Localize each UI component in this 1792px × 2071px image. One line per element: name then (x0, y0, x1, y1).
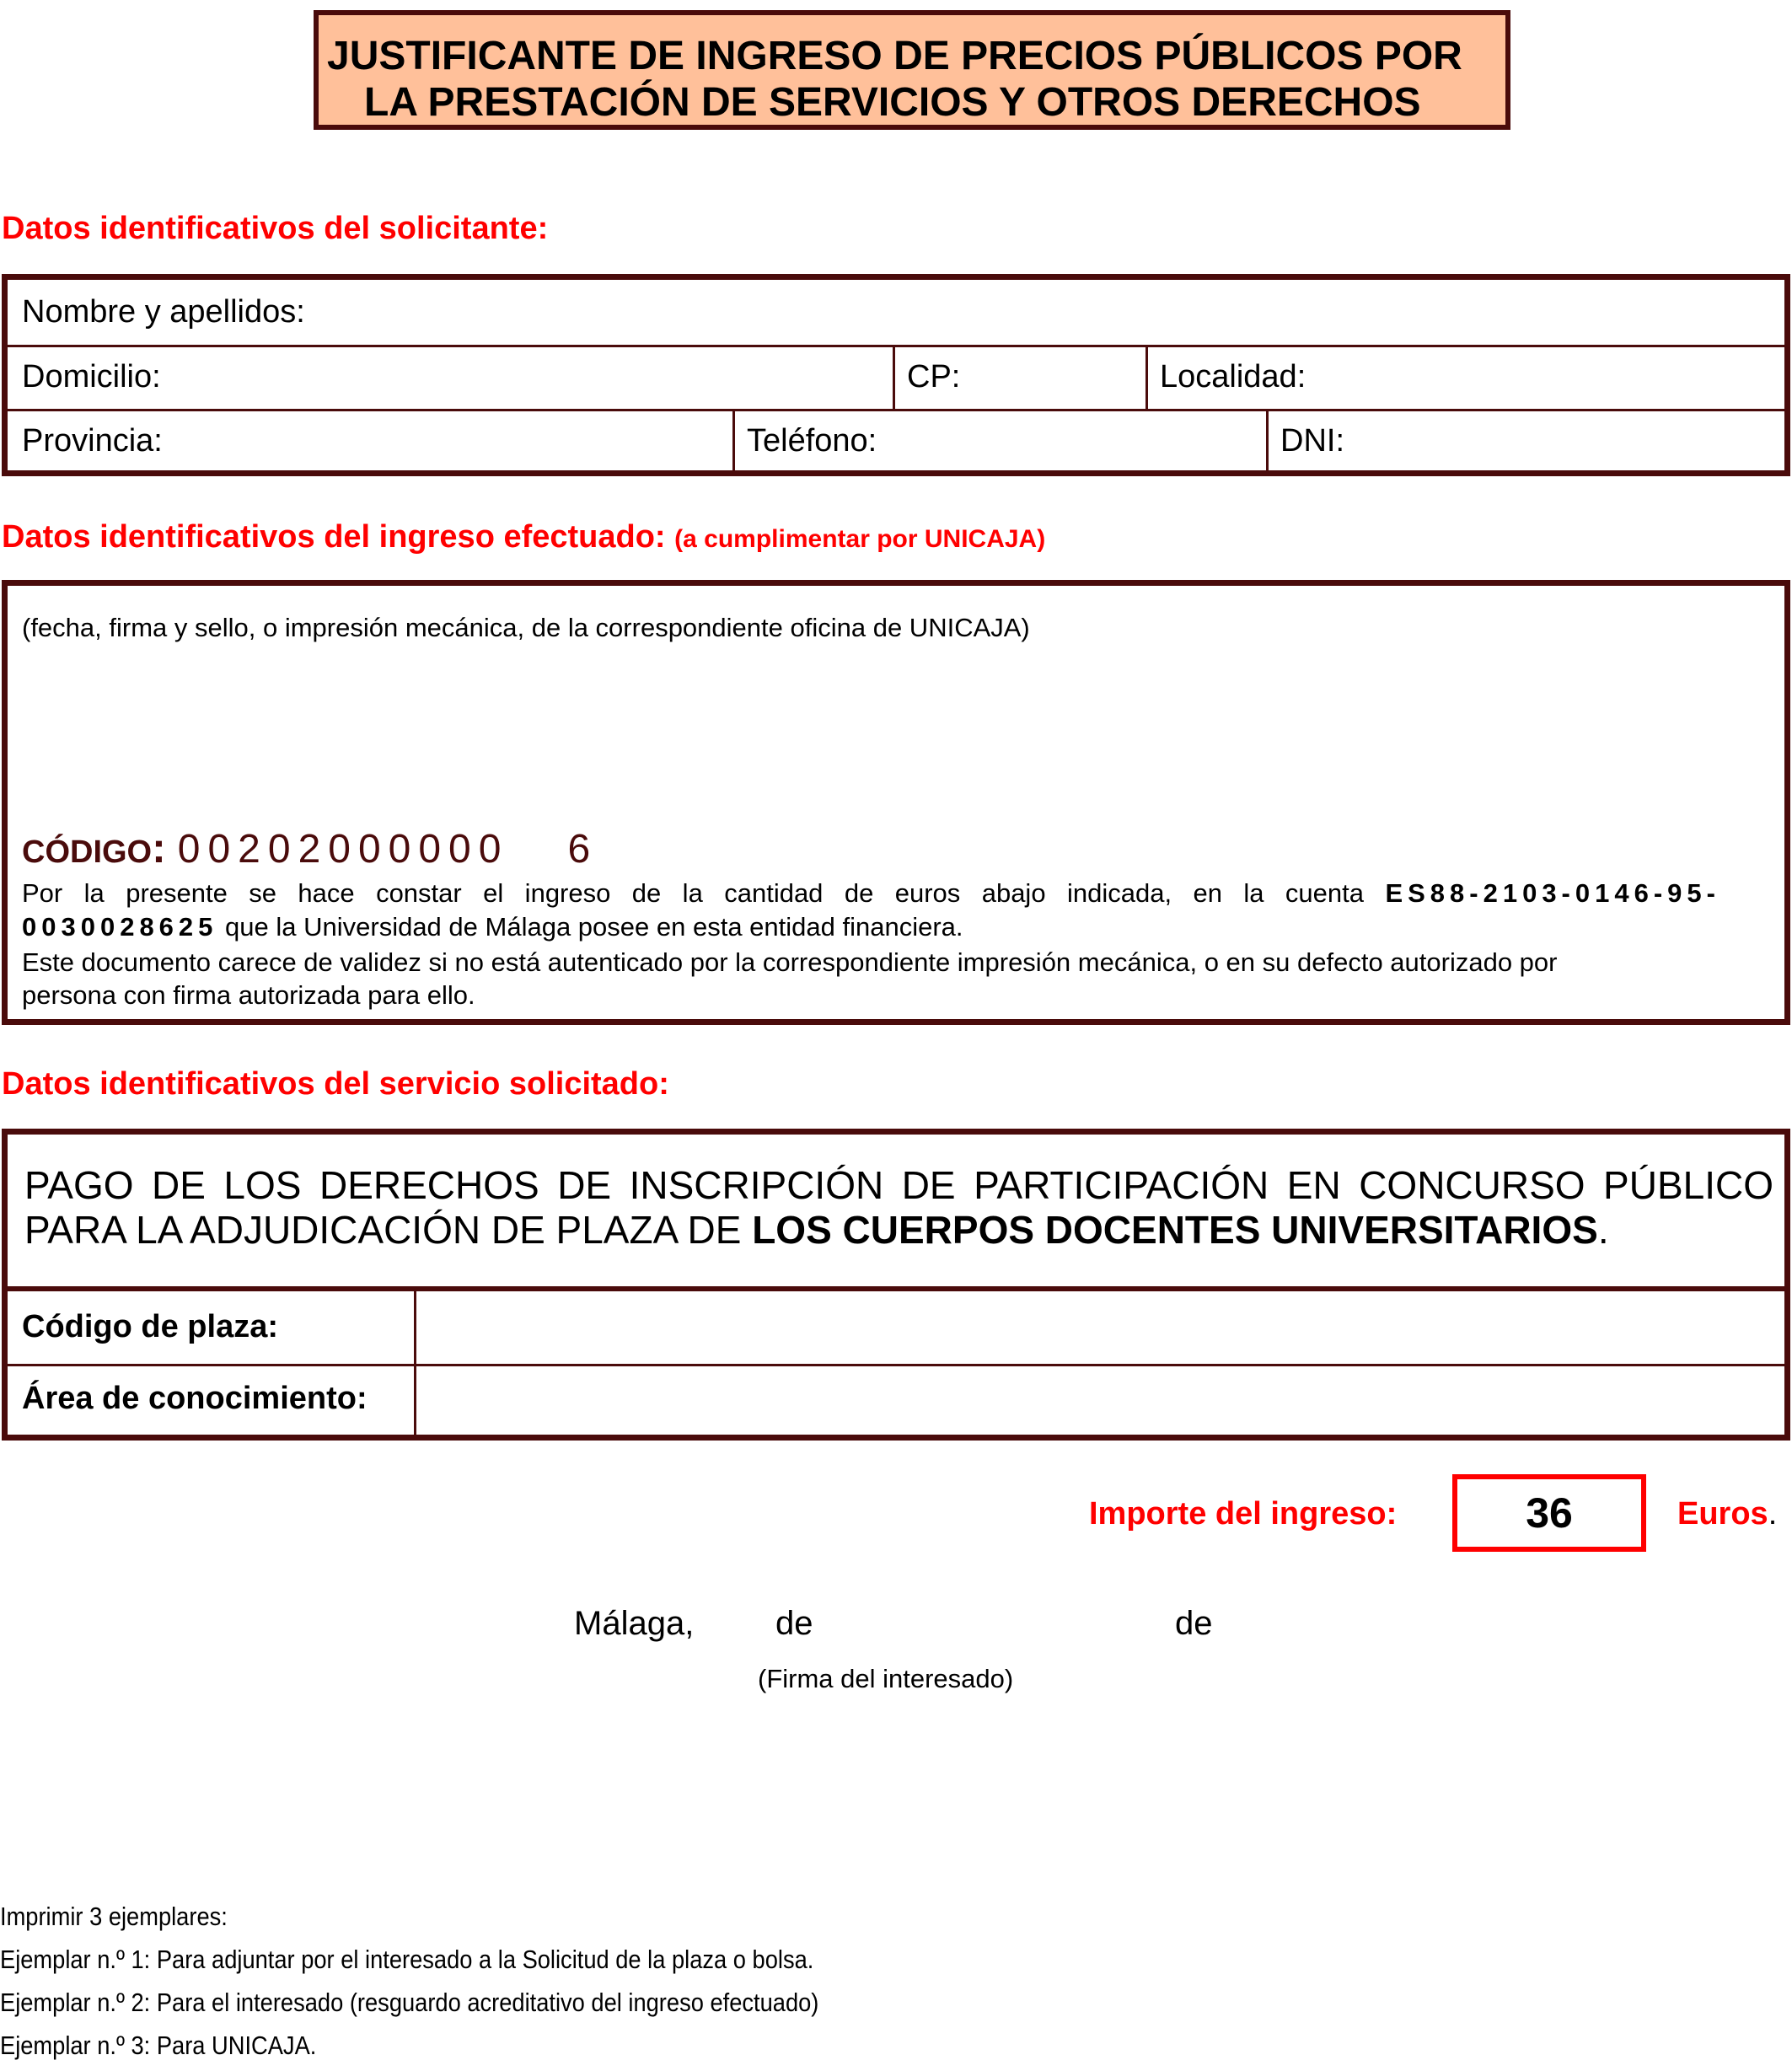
constancia-line-2 (22, 910, 963, 944)
codigo-plaza-label: Código de plaza: (22, 1309, 278, 1344)
ingreso-heading (2, 519, 1045, 555)
account-number-part-2: 0030028625 (22, 912, 218, 942)
footer-line-4: Ejemplar n.º 3: Para UNICAJA. (0, 2031, 317, 2060)
stamp-note: (fecha, firma y sello, o impresión mecánica, de la correspondiente oficina de UNICAJA) (22, 613, 1030, 642)
firma-city: Málaga, (574, 1605, 695, 1642)
dni-field[interactable]: DNI: (1280, 423, 1344, 459)
constancia-text: Por la presente se hace constar el ingreso de la cantidad de euros abajo indicada, en la cuenta (22, 878, 1365, 908)
codigo-value: 00202000000 (177, 827, 509, 872)
importe-label: Importe del ingreso: (1089, 1496, 1398, 1532)
cp-field[interactable]: CP: (907, 359, 961, 394)
validez-line-1: Este documento carece de validez si no está autenticado por la correspondiente impresión mecánica, o en su defecto autorizado por (22, 947, 1558, 977)
codigo-colon: : (152, 824, 166, 872)
document-title-line-2: LA PRESTACIÓN DE SERVICIOS Y OTROS DERECHOS (364, 80, 1421, 125)
area-conocimiento-label: Área de conocimiento: (22, 1381, 368, 1416)
ingreso-heading-text: Datos identificativos del ingreso efectuado: (2, 519, 666, 555)
servicio-line-2-text: PARA LA ADJUDICACIÓN DE PLAZA DE (24, 1208, 753, 1252)
area-conocimiento-input[interactable] (416, 1366, 1784, 1435)
constancia-post-text: que la Universidad de Málaga posee en esta entidad financiera. (217, 912, 963, 942)
document-title-box (314, 10, 1510, 130)
codigo-row (22, 824, 590, 872)
servicio-heading: Datos identificativos del servicio solicitado: (2, 1066, 669, 1102)
servicio-box (2, 1129, 1790, 1441)
ingreso-heading-note: (a cumplimentar por UNICAJA) (674, 525, 1046, 553)
importe-value: 36 (1526, 1489, 1573, 1537)
codigo-check-digit: 6 (567, 827, 591, 872)
footer-line-2: Ejemplar n.º 1: Para adjuntar por el interesado a la Solicitud de la plaza o bolsa. (0, 1945, 814, 1974)
importe-value-box (1452, 1474, 1646, 1552)
importe-currency (1677, 1496, 1777, 1532)
telefono-field[interactable]: Teléfono: (747, 423, 877, 459)
firma-de-1: de (775, 1605, 813, 1642)
firma-de-2: de (1175, 1605, 1213, 1642)
nombre-apellidos-field[interactable]: Nombre y apellidos: (22, 294, 305, 330)
solicitante-form (2, 274, 1790, 476)
account-number-part-1: ES88-2103-0146-95- (1385, 878, 1720, 908)
currency-label: Euros (1677, 1496, 1768, 1532)
servicio-line-2 (24, 1207, 1609, 1253)
signature-note: (Firma del interesado) (758, 1664, 1014, 1693)
servicio-cuerpos-docentes: LOS CUERPOS DOCENTES UNIVERSITARIOS (752, 1208, 1598, 1252)
localidad-field[interactable]: Localidad: (1160, 359, 1306, 394)
servicio-line-2-end: . (1597, 1208, 1609, 1252)
provincia-field[interactable]: Provincia: (22, 423, 163, 459)
solicitante-heading: Datos identificativos del solicitante: (2, 211, 549, 246)
constancia-line-1 (22, 877, 1720, 910)
document-title-line-1: JUSTIFICANTE DE INGRESO DE PRECIOS PÚBLICOS POR (327, 34, 1462, 78)
domicilio-field[interactable]: Domicilio: (22, 359, 161, 394)
servicio-line-1: PAGO DE LOS DERECHOS DE INSCRIPCIÓN DE PARTICIPACIÓN EN CONCURSO PÚBLICO (24, 1163, 1773, 1207)
footer-line-3: Ejemplar n.º 2: Para el interesado (resguardo acreditativo del ingreso efectuado) (0, 1988, 819, 2017)
footer-line-1: Imprimir 3 ejemplares: (0, 1902, 228, 1931)
ingreso-box (2, 580, 1790, 1025)
codigo-plaza-input[interactable] (416, 1291, 1784, 1364)
currency-dot: . (1768, 1496, 1778, 1532)
codigo-label: CÓDIGO (22, 834, 153, 870)
validez-line-2: persona con firma autorizada para ello. (22, 980, 475, 1010)
